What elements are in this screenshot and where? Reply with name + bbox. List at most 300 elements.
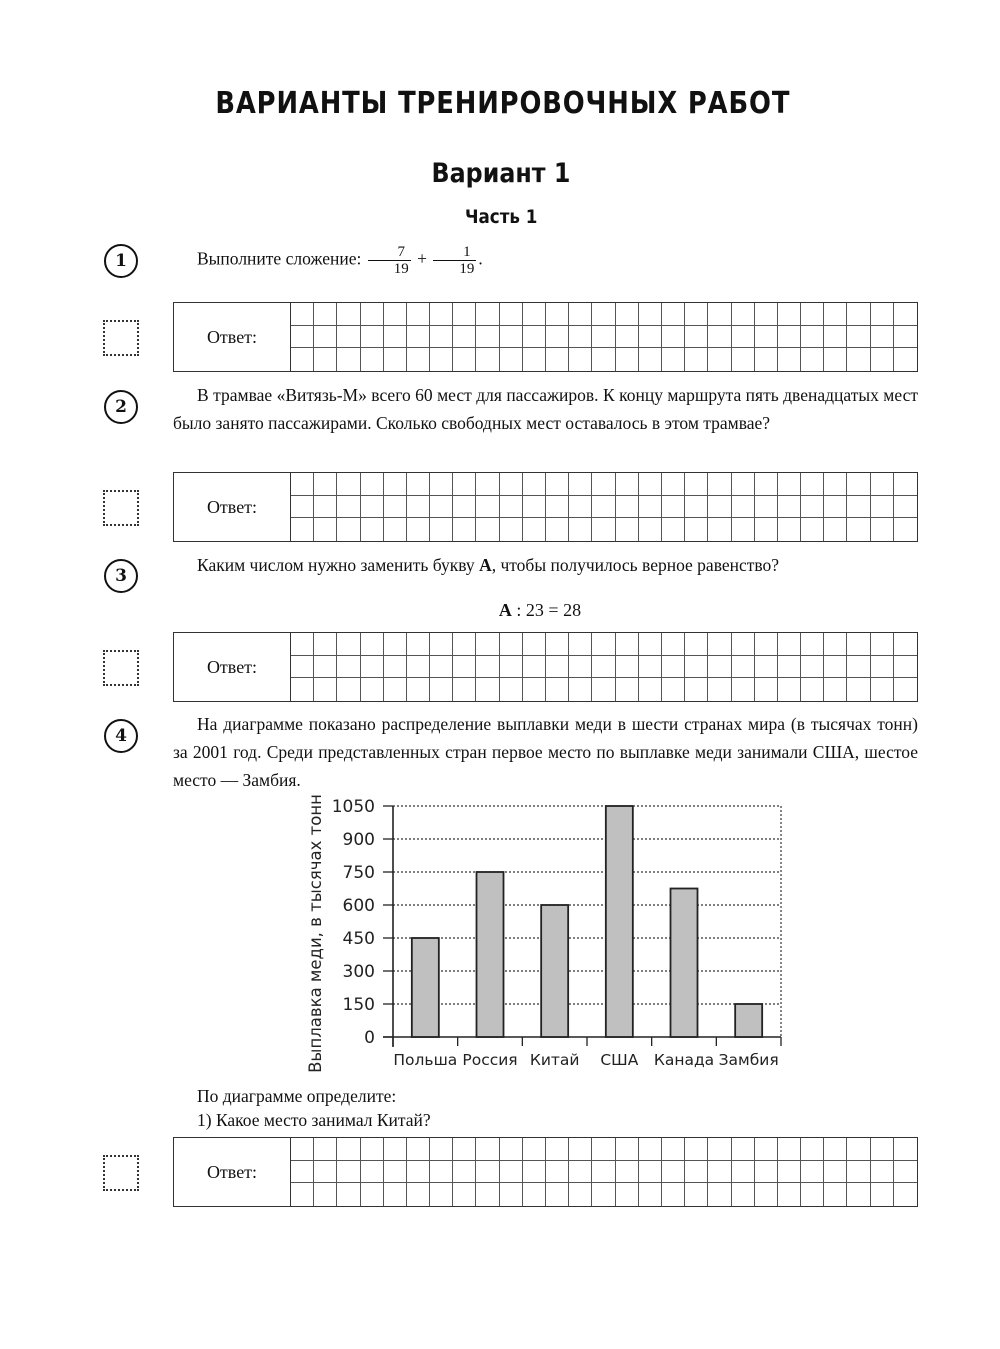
answer-cell[interactable] xyxy=(337,1183,360,1206)
answer-cell[interactable] xyxy=(662,348,685,371)
answer-cell[interactable] xyxy=(523,473,546,496)
answer-cell[interactable] xyxy=(314,303,337,326)
answer-cell[interactable] xyxy=(871,1161,894,1184)
answer-cell[interactable] xyxy=(361,348,384,371)
answer-cell[interactable] xyxy=(314,656,337,679)
answer-cell[interactable] xyxy=(430,518,453,541)
answer-cell[interactable] xyxy=(407,656,430,679)
answer-cell[interactable] xyxy=(616,1161,639,1184)
answer-cell[interactable] xyxy=(847,633,870,656)
score-checkbox-2[interactable] xyxy=(103,490,139,526)
answer-cell[interactable] xyxy=(847,303,870,326)
answer-cell[interactable] xyxy=(384,656,407,679)
answer-cell[interactable] xyxy=(685,633,708,656)
answer-cell[interactable] xyxy=(824,678,847,701)
answer-cell[interactable] xyxy=(639,1138,662,1161)
answer-cell[interactable] xyxy=(871,633,894,656)
answer-cell[interactable] xyxy=(314,678,337,701)
answer-cell[interactable] xyxy=(569,496,592,519)
answer-cell[interactable] xyxy=(453,326,476,349)
answer-cell[interactable] xyxy=(732,518,755,541)
answer-cell[interactable] xyxy=(314,496,337,519)
answer-cell[interactable] xyxy=(453,496,476,519)
answer-cell[interactable] xyxy=(871,678,894,701)
answer-cell[interactable] xyxy=(291,1138,314,1161)
answer-cell[interactable] xyxy=(453,473,476,496)
answer-grid-4[interactable] xyxy=(291,1138,917,1206)
answer-cell[interactable] xyxy=(546,678,569,701)
answer-cell[interactable] xyxy=(662,1138,685,1161)
answer-cell[interactable] xyxy=(314,518,337,541)
answer-cell[interactable] xyxy=(801,473,824,496)
answer-cell[interactable] xyxy=(384,633,407,656)
answer-cell[interactable] xyxy=(361,678,384,701)
answer-cell[interactable] xyxy=(291,518,314,541)
answer-cell[interactable] xyxy=(778,1138,801,1161)
answer-cell[interactable] xyxy=(569,656,592,679)
answer-cell[interactable] xyxy=(523,656,546,679)
answer-cell[interactable] xyxy=(755,1161,778,1184)
answer-cell[interactable] xyxy=(430,496,453,519)
answer-cell[interactable] xyxy=(546,1138,569,1161)
answer-cell[interactable] xyxy=(616,303,639,326)
answer-cell[interactable] xyxy=(824,1161,847,1184)
answer-cell[interactable] xyxy=(337,1138,360,1161)
answer-cell[interactable] xyxy=(801,633,824,656)
answer-cell[interactable] xyxy=(361,1161,384,1184)
answer-cell[interactable] xyxy=(500,303,523,326)
answer-cell[interactable] xyxy=(871,518,894,541)
answer-cell[interactable] xyxy=(755,633,778,656)
answer-cell[interactable] xyxy=(523,326,546,349)
answer-cell[interactable] xyxy=(616,473,639,496)
answer-cell[interactable] xyxy=(453,678,476,701)
answer-cell[interactable] xyxy=(778,1161,801,1184)
answer-cell[interactable] xyxy=(592,326,615,349)
answer-cell[interactable] xyxy=(453,518,476,541)
answer-cell[interactable] xyxy=(778,326,801,349)
answer-cell[interactable] xyxy=(732,633,755,656)
answer-cell[interactable] xyxy=(685,678,708,701)
answer-cell[interactable] xyxy=(546,633,569,656)
answer-cell[interactable] xyxy=(337,303,360,326)
answer-cell[interactable] xyxy=(755,496,778,519)
answer-cell[interactable] xyxy=(824,496,847,519)
answer-cell[interactable] xyxy=(337,633,360,656)
answer-cell[interactable] xyxy=(407,1161,430,1184)
answer-cell[interactable] xyxy=(500,678,523,701)
answer-cell[interactable] xyxy=(894,326,917,349)
answer-cell[interactable] xyxy=(662,678,685,701)
answer-cell[interactable] xyxy=(337,678,360,701)
answer-cell[interactable] xyxy=(291,678,314,701)
answer-cell[interactable] xyxy=(824,518,847,541)
answer-cell[interactable] xyxy=(708,303,731,326)
answer-cell[interactable] xyxy=(894,678,917,701)
answer-cell[interactable] xyxy=(546,473,569,496)
answer-cell[interactable] xyxy=(778,1183,801,1206)
answer-cell[interactable] xyxy=(314,633,337,656)
answer-cell[interactable] xyxy=(894,1161,917,1184)
answer-grid-1[interactable] xyxy=(291,303,917,371)
answer-cell[interactable] xyxy=(314,1161,337,1184)
answer-cell[interactable] xyxy=(476,303,499,326)
answer-cell[interactable] xyxy=(291,348,314,371)
answer-cell[interactable] xyxy=(291,633,314,656)
answer-cell[interactable] xyxy=(523,633,546,656)
answer-cell[interactable] xyxy=(871,496,894,519)
answer-cell[interactable] xyxy=(778,348,801,371)
answer-cell[interactable] xyxy=(337,496,360,519)
answer-cell[interactable] xyxy=(871,1138,894,1161)
answer-cell[interactable] xyxy=(778,518,801,541)
answer-cell[interactable] xyxy=(476,678,499,701)
answer-cell[interactable] xyxy=(662,656,685,679)
answer-cell[interactable] xyxy=(755,1183,778,1206)
answer-cell[interactable] xyxy=(569,518,592,541)
answer-cell[interactable] xyxy=(430,303,453,326)
answer-cell[interactable] xyxy=(384,496,407,519)
answer-cell[interactable] xyxy=(291,496,314,519)
answer-cell[interactable] xyxy=(523,348,546,371)
answer-cell[interactable] xyxy=(592,473,615,496)
answer-cell[interactable] xyxy=(384,1161,407,1184)
answer-cell[interactable] xyxy=(453,303,476,326)
answer-cell[interactable] xyxy=(384,326,407,349)
answer-cell[interactable] xyxy=(407,496,430,519)
answer-cell[interactable] xyxy=(476,1161,499,1184)
answer-cell[interactable] xyxy=(314,1138,337,1161)
answer-cell[interactable] xyxy=(871,656,894,679)
answer-cell[interactable] xyxy=(708,473,731,496)
answer-cell[interactable] xyxy=(569,678,592,701)
answer-cell[interactable] xyxy=(546,518,569,541)
answer-cell[interactable] xyxy=(847,473,870,496)
answer-cell[interactable] xyxy=(523,303,546,326)
answer-cell[interactable] xyxy=(662,496,685,519)
answer-cell[interactable] xyxy=(708,678,731,701)
answer-cell[interactable] xyxy=(500,656,523,679)
answer-cell[interactable] xyxy=(291,303,314,326)
answer-cell[interactable] xyxy=(871,1183,894,1206)
answer-cell[interactable] xyxy=(476,656,499,679)
answer-cell[interactable] xyxy=(847,1138,870,1161)
answer-cell[interactable] xyxy=(685,326,708,349)
answer-cell[interactable] xyxy=(430,633,453,656)
answer-cell[interactable] xyxy=(732,1138,755,1161)
answer-cell[interactable] xyxy=(430,326,453,349)
answer-cell[interactable] xyxy=(500,1161,523,1184)
answer-cell[interactable] xyxy=(592,303,615,326)
answer-cell[interactable] xyxy=(708,496,731,519)
answer-cell[interactable] xyxy=(639,1161,662,1184)
answer-cell[interactable] xyxy=(708,348,731,371)
answer-cell[interactable] xyxy=(569,1161,592,1184)
answer-cell[interactable] xyxy=(685,1183,708,1206)
answer-cell[interactable] xyxy=(847,678,870,701)
answer-cell[interactable] xyxy=(685,348,708,371)
answer-cell[interactable] xyxy=(476,496,499,519)
answer-cell[interactable] xyxy=(546,348,569,371)
answer-cell[interactable] xyxy=(801,518,824,541)
answer-cell[interactable] xyxy=(662,473,685,496)
answer-cell[interactable] xyxy=(407,1183,430,1206)
answer-grid-3[interactable] xyxy=(291,633,917,701)
answer-cell[interactable] xyxy=(847,348,870,371)
answer-cell[interactable] xyxy=(639,1183,662,1206)
answer-cell[interactable] xyxy=(894,496,917,519)
answer-cell[interactable] xyxy=(546,656,569,679)
answer-cell[interactable] xyxy=(616,496,639,519)
answer-cell[interactable] xyxy=(384,348,407,371)
answer-cell[interactable] xyxy=(430,1161,453,1184)
answer-cell[interactable] xyxy=(732,348,755,371)
score-checkbox-4[interactable] xyxy=(103,1155,139,1191)
answer-cell[interactable] xyxy=(662,326,685,349)
answer-cell[interactable] xyxy=(894,633,917,656)
answer-cell[interactable] xyxy=(755,678,778,701)
answer-cell[interactable] xyxy=(639,633,662,656)
answer-cell[interactable] xyxy=(337,518,360,541)
answer-cell[interactable] xyxy=(592,678,615,701)
answer-cell[interactable] xyxy=(662,303,685,326)
answer-cell[interactable] xyxy=(871,348,894,371)
answer-cell[interactable] xyxy=(824,1138,847,1161)
answer-cell[interactable] xyxy=(569,1138,592,1161)
answer-cell[interactable] xyxy=(361,1183,384,1206)
answer-cell[interactable] xyxy=(500,518,523,541)
answer-cell[interactable] xyxy=(523,1138,546,1161)
answer-cell[interactable] xyxy=(337,656,360,679)
answer-cell[interactable] xyxy=(523,678,546,701)
answer-cell[interactable] xyxy=(639,518,662,541)
answer-cell[interactable] xyxy=(314,1183,337,1206)
answer-cell[interactable] xyxy=(453,1183,476,1206)
answer-cell[interactable] xyxy=(708,633,731,656)
answer-cell[interactable] xyxy=(361,326,384,349)
answer-cell[interactable] xyxy=(732,496,755,519)
answer-cell[interactable] xyxy=(361,1138,384,1161)
answer-cell[interactable] xyxy=(500,326,523,349)
answer-cell[interactable] xyxy=(894,473,917,496)
answer-cell[interactable] xyxy=(546,303,569,326)
answer-cell[interactable] xyxy=(337,326,360,349)
answer-cell[interactable] xyxy=(291,1183,314,1206)
answer-cell[interactable] xyxy=(847,1183,870,1206)
answer-cell[interactable] xyxy=(732,326,755,349)
answer-cell[interactable] xyxy=(546,1183,569,1206)
answer-cell[interactable] xyxy=(732,303,755,326)
answer-cell[interactable] xyxy=(616,633,639,656)
answer-cell[interactable] xyxy=(407,303,430,326)
answer-cell[interactable] xyxy=(500,348,523,371)
answer-cell[interactable] xyxy=(616,1138,639,1161)
answer-cell[interactable] xyxy=(337,1161,360,1184)
answer-cell[interactable] xyxy=(592,1138,615,1161)
answer-cell[interactable] xyxy=(569,473,592,496)
answer-cell[interactable] xyxy=(361,496,384,519)
answer-grid-2[interactable] xyxy=(291,473,917,541)
answer-cell[interactable] xyxy=(824,633,847,656)
answer-cell[interactable] xyxy=(430,1183,453,1206)
answer-cell[interactable] xyxy=(894,1138,917,1161)
answer-cell[interactable] xyxy=(500,473,523,496)
answer-cell[interactable] xyxy=(639,678,662,701)
answer-cell[interactable] xyxy=(569,1183,592,1206)
answer-cell[interactable] xyxy=(430,348,453,371)
answer-cell[interactable] xyxy=(500,1138,523,1161)
answer-cell[interactable] xyxy=(801,303,824,326)
answer-cell[interactable] xyxy=(476,1138,499,1161)
answer-cell[interactable] xyxy=(755,656,778,679)
answer-cell[interactable] xyxy=(616,678,639,701)
answer-cell[interactable] xyxy=(871,303,894,326)
answer-cell[interactable] xyxy=(337,348,360,371)
answer-cell[interactable] xyxy=(453,1138,476,1161)
answer-cell[interactable] xyxy=(500,633,523,656)
answer-cell[interactable] xyxy=(523,1161,546,1184)
answer-cell[interactable] xyxy=(407,326,430,349)
answer-cell[interactable] xyxy=(824,1183,847,1206)
answer-cell[interactable] xyxy=(732,656,755,679)
answer-cell[interactable] xyxy=(824,303,847,326)
answer-cell[interactable] xyxy=(778,678,801,701)
answer-cell[interactable] xyxy=(685,1138,708,1161)
answer-cell[interactable] xyxy=(546,496,569,519)
answer-cell[interactable] xyxy=(732,1183,755,1206)
answer-cell[interactable] xyxy=(569,303,592,326)
answer-cell[interactable] xyxy=(824,348,847,371)
answer-cell[interactable] xyxy=(708,326,731,349)
answer-cell[interactable] xyxy=(523,518,546,541)
answer-cell[interactable] xyxy=(616,326,639,349)
score-checkbox-1[interactable] xyxy=(103,320,139,356)
answer-cell[interactable] xyxy=(592,1161,615,1184)
answer-cell[interactable] xyxy=(476,518,499,541)
answer-cell[interactable] xyxy=(592,1183,615,1206)
answer-cell[interactable] xyxy=(384,518,407,541)
answer-cell[interactable] xyxy=(453,633,476,656)
answer-cell[interactable] xyxy=(639,656,662,679)
answer-cell[interactable] xyxy=(894,656,917,679)
answer-cell[interactable] xyxy=(476,348,499,371)
answer-cell[interactable] xyxy=(847,496,870,519)
answer-cell[interactable] xyxy=(708,1161,731,1184)
answer-cell[interactable] xyxy=(639,326,662,349)
answer-cell[interactable] xyxy=(801,1138,824,1161)
answer-cell[interactable] xyxy=(708,518,731,541)
answer-cell[interactable] xyxy=(801,1161,824,1184)
answer-cell[interactable] xyxy=(732,678,755,701)
answer-cell[interactable] xyxy=(407,348,430,371)
answer-cell[interactable] xyxy=(384,1138,407,1161)
answer-cell[interactable] xyxy=(453,656,476,679)
answer-cell[interactable] xyxy=(755,348,778,371)
answer-cell[interactable] xyxy=(824,326,847,349)
answer-cell[interactable] xyxy=(732,473,755,496)
answer-cell[interactable] xyxy=(778,633,801,656)
answer-cell[interactable] xyxy=(361,303,384,326)
answer-cell[interactable] xyxy=(476,1183,499,1206)
answer-cell[interactable] xyxy=(476,633,499,656)
answer-cell[interactable] xyxy=(616,518,639,541)
answer-cell[interactable] xyxy=(476,326,499,349)
answer-cell[interactable] xyxy=(361,656,384,679)
answer-cell[interactable] xyxy=(476,473,499,496)
answer-cell[interactable] xyxy=(639,348,662,371)
answer-cell[interactable] xyxy=(291,326,314,349)
answer-cell[interactable] xyxy=(384,678,407,701)
answer-cell[interactable] xyxy=(824,473,847,496)
answer-cell[interactable] xyxy=(732,1161,755,1184)
answer-cell[interactable] xyxy=(407,633,430,656)
answer-cell[interactable] xyxy=(778,473,801,496)
answer-cell[interactable] xyxy=(685,1161,708,1184)
answer-cell[interactable] xyxy=(685,656,708,679)
answer-cell[interactable] xyxy=(708,1183,731,1206)
answer-cell[interactable] xyxy=(430,473,453,496)
answer-cell[interactable] xyxy=(801,348,824,371)
answer-cell[interactable] xyxy=(407,678,430,701)
answer-cell[interactable] xyxy=(755,303,778,326)
answer-cell[interactable] xyxy=(894,348,917,371)
answer-cell[interactable] xyxy=(569,633,592,656)
answer-cell[interactable] xyxy=(430,656,453,679)
answer-cell[interactable] xyxy=(616,348,639,371)
answer-cell[interactable] xyxy=(755,1138,778,1161)
answer-cell[interactable] xyxy=(801,326,824,349)
answer-cell[interactable] xyxy=(500,1183,523,1206)
answer-cell[interactable] xyxy=(755,326,778,349)
answer-cell[interactable] xyxy=(662,633,685,656)
answer-cell[interactable] xyxy=(755,518,778,541)
answer-cell[interactable] xyxy=(847,326,870,349)
answer-cell[interactable] xyxy=(361,633,384,656)
answer-cell[interactable] xyxy=(894,518,917,541)
answer-cell[interactable] xyxy=(592,656,615,679)
answer-cell[interactable] xyxy=(430,1138,453,1161)
answer-cell[interactable] xyxy=(291,656,314,679)
answer-cell[interactable] xyxy=(430,678,453,701)
answer-cell[interactable] xyxy=(523,1183,546,1206)
answer-cell[interactable] xyxy=(639,303,662,326)
answer-cell[interactable] xyxy=(592,348,615,371)
answer-cell[interactable] xyxy=(801,496,824,519)
answer-cell[interactable] xyxy=(592,518,615,541)
answer-cell[interactable] xyxy=(291,1161,314,1184)
answer-cell[interactable] xyxy=(685,518,708,541)
answer-cell[interactable] xyxy=(685,496,708,519)
answer-cell[interactable] xyxy=(847,518,870,541)
answer-cell[interactable] xyxy=(801,656,824,679)
answer-cell[interactable] xyxy=(569,348,592,371)
answer-cell[interactable] xyxy=(384,1183,407,1206)
answer-cell[interactable] xyxy=(639,496,662,519)
answer-cell[interactable] xyxy=(453,348,476,371)
answer-cell[interactable] xyxy=(407,518,430,541)
answer-cell[interactable] xyxy=(801,1183,824,1206)
answer-cell[interactable] xyxy=(616,656,639,679)
answer-cell[interactable] xyxy=(407,473,430,496)
answer-cell[interactable] xyxy=(824,656,847,679)
answer-cell[interactable] xyxy=(801,678,824,701)
answer-cell[interactable] xyxy=(847,1161,870,1184)
answer-cell[interactable] xyxy=(314,348,337,371)
answer-cell[interactable] xyxy=(708,1138,731,1161)
score-checkbox-3[interactable] xyxy=(103,650,139,686)
answer-cell[interactable] xyxy=(685,303,708,326)
answer-cell[interactable] xyxy=(662,518,685,541)
